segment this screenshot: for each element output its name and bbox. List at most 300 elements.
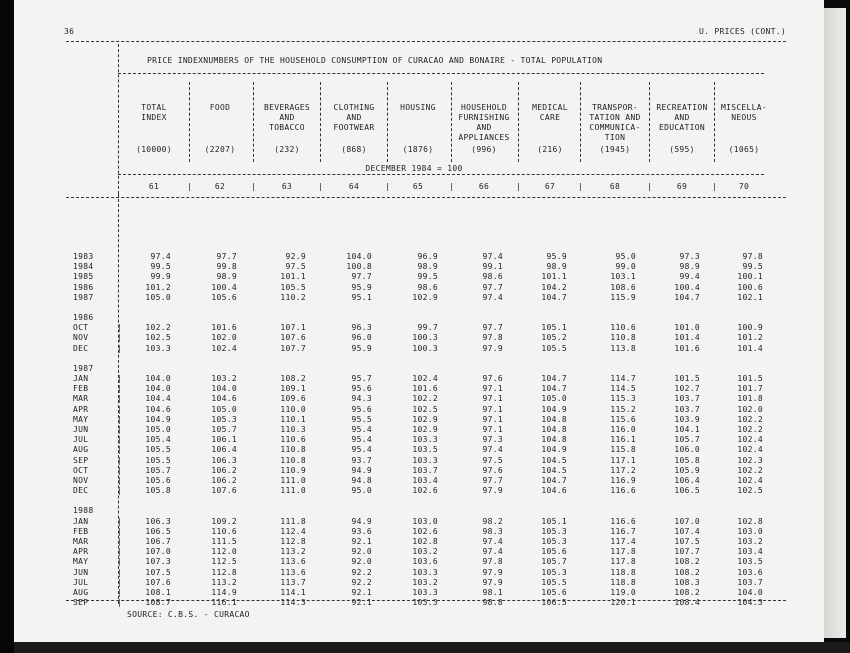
table-cell: 107.0 xyxy=(674,516,700,526)
table-cell: 92.9 xyxy=(285,252,306,261)
table-cell: 105.6 xyxy=(541,588,567,597)
row-label: OCT xyxy=(73,323,89,333)
table-cell: 97.7 xyxy=(482,476,503,485)
column-header-line: MEDICAL xyxy=(532,103,568,112)
page-number: 36 xyxy=(64,27,75,36)
table-cell: 95.9 xyxy=(351,343,372,353)
table-cell: 102.9 xyxy=(412,292,438,302)
table-cell: 113.2 xyxy=(280,547,306,557)
table-cell: 106.1 xyxy=(211,435,237,445)
table-cell: 94.3 xyxy=(351,394,372,404)
column-header-line: TATION AND xyxy=(589,113,641,122)
table-cell: 106.5 xyxy=(145,526,171,536)
table-cell: 104.3 xyxy=(737,598,763,608)
table-cell: 102.2 xyxy=(737,465,763,475)
table-cell: 97.7 xyxy=(351,272,372,282)
table-cell: 101.6 xyxy=(211,323,237,333)
table-cell: 108.2 xyxy=(674,588,700,597)
table-cell: 97.9 xyxy=(482,577,503,587)
table-cell: 100.9 xyxy=(737,323,763,333)
table-cell: 96.0 xyxy=(351,333,372,343)
table-cell: 105.8 xyxy=(674,455,700,465)
table-cell: 107.3 xyxy=(145,557,171,567)
column-number-divider: | xyxy=(578,182,584,191)
table-cell: 112.8 xyxy=(280,537,306,546)
column-header-line: FOOD xyxy=(209,103,231,112)
row-label: 1987 xyxy=(73,292,94,302)
table-cell: 97.4 xyxy=(482,445,503,455)
table-cell: 117.1 xyxy=(610,455,636,465)
table-cell: 109.6 xyxy=(280,394,306,404)
table-cell: 97.1 xyxy=(482,404,503,414)
column-header-line: HOUSING xyxy=(400,103,436,112)
table-cell: 105.5 xyxy=(145,455,171,465)
table-cell: 100.3 xyxy=(412,343,438,353)
table-cell: 112.4 xyxy=(280,526,306,536)
table-cell: 107.6 xyxy=(211,486,237,496)
table-cell: 103.7 xyxy=(674,404,700,414)
table-cell: 105.4 xyxy=(145,435,171,445)
table-cell: 104.9 xyxy=(541,445,567,455)
row-label: JUL xyxy=(73,435,89,445)
table-cell: 101.8 xyxy=(737,394,763,404)
table-cell: 111.8 xyxy=(280,516,306,526)
year-heading: 1988 xyxy=(73,506,94,516)
table-cell: 108.6 xyxy=(610,282,636,292)
row-label: APR xyxy=(73,404,89,414)
table-cell: 110.8 xyxy=(610,333,636,343)
table-cell: 105.5 xyxy=(145,445,171,455)
table-cell: 110.9 xyxy=(280,465,306,475)
table-cell: 100.4 xyxy=(211,282,237,292)
table-cell: 120.1 xyxy=(610,598,636,608)
table-cell: 113.2 xyxy=(211,577,237,587)
table-cell: 105.6 xyxy=(211,292,237,302)
table-cell: 93.7 xyxy=(351,455,372,465)
table-cell: 105.9 xyxy=(674,465,700,475)
table-cell: 95.7 xyxy=(351,374,372,383)
column-header-line: CLOTHING xyxy=(333,103,375,112)
year-heading: 1986 xyxy=(73,313,94,322)
table-cell: 97.4 xyxy=(482,292,503,302)
column-number: 69 xyxy=(676,182,688,191)
row-label: 1984 xyxy=(73,262,94,272)
table-cell: 98.9 xyxy=(546,262,567,272)
table-cell: 97.1 xyxy=(482,414,503,424)
running-head: U. PRICES (CONT.) xyxy=(699,27,786,36)
column-number-divider: | xyxy=(385,182,391,191)
column-separator xyxy=(714,82,715,162)
column-header-line: AND xyxy=(476,123,492,132)
table-cell: 106.3 xyxy=(145,516,171,526)
table-cell: 105.2 xyxy=(541,333,567,343)
table-cell: 110.8 xyxy=(280,445,306,455)
table-cell: 109.1 xyxy=(280,384,306,394)
row-divider: | xyxy=(117,343,123,353)
table-cell: 116.1 xyxy=(610,435,636,445)
table-cell: 98.1 xyxy=(482,588,503,597)
table-cell: 98.2 xyxy=(482,516,503,526)
column-number-divider: | xyxy=(187,182,193,191)
row-label: 1983 xyxy=(73,252,94,261)
table-cell: 102.8 xyxy=(412,537,438,546)
table-cell: 97.7 xyxy=(482,323,503,333)
table-cell: 104.7 xyxy=(541,292,567,302)
table-cell: 116.6 xyxy=(610,486,636,496)
table-cell: 92.2 xyxy=(351,567,372,577)
table-cell: 102.2 xyxy=(145,323,171,333)
row-label: APR xyxy=(73,547,89,557)
table-cell: 99.4 xyxy=(679,272,700,282)
table-cell: 105.3 xyxy=(541,537,567,546)
column-weight: (216) xyxy=(537,145,563,154)
column-header-line: TOBACCO xyxy=(269,123,305,132)
table-cell: 116.1 xyxy=(211,598,237,608)
table-cell: 104.0 xyxy=(145,374,171,383)
table-cell: 102.0 xyxy=(211,333,237,343)
column-weight: (1876) xyxy=(402,145,434,154)
table-cell: 111.5 xyxy=(211,537,237,546)
row-label: MAY xyxy=(73,414,89,424)
table-cell: 105.3 xyxy=(211,414,237,424)
table-cell: 97.6 xyxy=(482,374,503,383)
table-title: PRICE INDEXNUMBERS OF THE HOUSEHOLD CONSUMPTION OF CURACAO AND BONAIRE - TOTAL POPULATION xyxy=(147,56,603,65)
table-cell: 104.7 xyxy=(541,374,567,383)
table-cell: 94.9 xyxy=(351,516,372,526)
table-cell: 95.4 xyxy=(351,445,372,455)
table-cell: 97.4 xyxy=(482,252,503,261)
table-cell: 107.7 xyxy=(280,343,306,353)
column-separator xyxy=(320,82,321,162)
table-cell: 101.2 xyxy=(145,282,171,292)
table-cell: 107.1 xyxy=(280,323,306,333)
column-header-line: TION xyxy=(604,133,626,142)
table-cell: 98.9 xyxy=(216,272,237,282)
base-note: DECEMBER 1984 = 100 xyxy=(365,164,463,173)
row-divider: | xyxy=(117,516,123,526)
table-cell: 100.1 xyxy=(737,272,763,282)
table-cell: 97.5 xyxy=(285,262,306,272)
table-cell: 105.6 xyxy=(145,476,171,485)
table-cell: 103.3 xyxy=(412,455,438,465)
table-cell: 116.0 xyxy=(610,425,636,434)
table-cell: 113.6 xyxy=(280,557,306,567)
table-cell: 111.0 xyxy=(280,476,306,485)
table-cell: 101.4 xyxy=(674,333,700,343)
table-cell: 104.7 xyxy=(674,292,700,302)
table-cell: 116.9 xyxy=(610,476,636,485)
table-cell: 102.2 xyxy=(737,414,763,424)
table-cell: 92.1 xyxy=(351,537,372,546)
table-cell: 108.4 xyxy=(674,598,700,608)
table-cell: 103.2 xyxy=(412,547,438,557)
table-cell: 102.2 xyxy=(737,425,763,434)
row-divider: | xyxy=(117,598,123,608)
column-header-line: MISCELLA- xyxy=(720,103,768,112)
table-cell: 99.8 xyxy=(216,262,237,272)
table-cell: 99.7 xyxy=(417,323,438,333)
table-cell: 99.0 xyxy=(615,262,636,272)
table-cell: 102.0 xyxy=(737,404,763,414)
table-cell: 95.4 xyxy=(351,435,372,445)
table-cell: 97.3 xyxy=(679,252,700,261)
table-cell: 113.7 xyxy=(280,577,306,587)
column-number: 66 xyxy=(478,182,490,191)
table-cell: 112.5 xyxy=(211,557,237,567)
table-cell: 97.1 xyxy=(482,425,503,434)
table-cell: 103.3 xyxy=(412,598,438,608)
table-cell: 95.6 xyxy=(351,404,372,414)
table-cell: 106.5 xyxy=(674,486,700,496)
column-number: 63 xyxy=(281,182,293,191)
table-cell: 108.2 xyxy=(674,567,700,577)
table-cell: 103.2 xyxy=(211,374,237,383)
table-cell: 104.0 xyxy=(211,384,237,394)
column-header-line: RECREATION xyxy=(656,103,708,112)
table-cell: 97.5 xyxy=(482,455,503,465)
row-label: JUN xyxy=(73,567,89,577)
table-cell: 103.5 xyxy=(737,557,763,567)
table-cell: 101.7 xyxy=(737,384,763,394)
table-cell: 118.8 xyxy=(610,577,636,587)
column-number: 64 xyxy=(348,182,360,191)
table-cell: 97.4 xyxy=(150,252,171,261)
table-cell: 104.7 xyxy=(541,476,567,485)
table-cell: 105.1 xyxy=(541,516,567,526)
table-cell: 117.8 xyxy=(610,547,636,557)
table-cell: 115.3 xyxy=(610,394,636,404)
table-cell: 94.9 xyxy=(351,465,372,475)
row-label: JAN xyxy=(73,516,89,526)
row-divider: | xyxy=(117,567,123,577)
table-cell: 95.6 xyxy=(351,384,372,394)
column-number-divider: | xyxy=(318,182,324,191)
row-divider: | xyxy=(117,333,123,343)
table-cell: 98.9 xyxy=(417,262,438,272)
column-separator xyxy=(649,82,650,162)
column-header-line: AND xyxy=(279,113,295,122)
table-cell: 114.5 xyxy=(610,384,636,394)
column-number: 65 xyxy=(412,182,424,191)
table-cell: 92.0 xyxy=(351,557,372,567)
table-cell: 101.1 xyxy=(280,272,306,282)
table-cell: 105.0 xyxy=(541,394,567,404)
table-cell: 103.2 xyxy=(412,577,438,587)
table-cell: 97.7 xyxy=(216,252,237,261)
table-cell: 105.7 xyxy=(145,465,171,475)
table-cell: 103.9 xyxy=(674,414,700,424)
table-cell: 106.0 xyxy=(674,445,700,455)
column-number-divider: | xyxy=(251,182,257,191)
row-divider: | xyxy=(117,588,123,597)
row-label: JAN xyxy=(73,374,89,383)
table-cell: 105.5 xyxy=(541,577,567,587)
row-label: SEP xyxy=(73,455,89,465)
table-cell: 96.9 xyxy=(417,252,438,261)
table-cell: 110.8 xyxy=(280,455,306,465)
column-weight: (2207) xyxy=(204,145,236,154)
table-cell: 104.1 xyxy=(674,425,700,434)
table-cell: 98.6 xyxy=(417,282,438,292)
table-cell: 103.4 xyxy=(737,547,763,557)
table-cell: 103.3 xyxy=(145,343,171,353)
table-cell: 104.0 xyxy=(737,588,763,597)
table-cell: 103.4 xyxy=(412,476,438,485)
row-label: FEB xyxy=(73,384,89,394)
table-cell: 113.6 xyxy=(280,567,306,577)
column-number: 67 xyxy=(544,182,556,191)
table-cell: 98.6 xyxy=(482,272,503,282)
table-cell: 105.0 xyxy=(145,292,171,302)
table-cell: 103.2 xyxy=(737,537,763,546)
table-cell: 102.6 xyxy=(412,526,438,536)
table-cell: 102.5 xyxy=(737,486,763,496)
table-cell: 117.4 xyxy=(610,537,636,546)
table-cell: 92.1 xyxy=(351,598,372,608)
table-cell: 112.0 xyxy=(211,547,237,557)
table-cell: 105.5 xyxy=(541,343,567,353)
table-cell: 103.3 xyxy=(412,567,438,577)
row-label: AUG xyxy=(73,445,89,455)
column-number: 70 xyxy=(738,182,750,191)
table-cell: 98.8 xyxy=(482,598,503,608)
table-cell: 97.6 xyxy=(482,465,503,475)
row-divider: | xyxy=(117,404,123,414)
table-cell: 109.2 xyxy=(211,516,237,526)
table-cell: 97.8 xyxy=(742,252,763,261)
table-cell: 104.6 xyxy=(145,404,171,414)
table-cell: 106.2 xyxy=(211,476,237,485)
table-cell: 102.7 xyxy=(674,384,700,394)
table-cell: 112.8 xyxy=(211,567,237,577)
table-cell: 105.0 xyxy=(145,425,171,434)
row-label: JUN xyxy=(73,425,89,434)
table-cell: 106.4 xyxy=(674,476,700,485)
column-header-line: TOTAL xyxy=(141,103,167,112)
table-cell: 106.4 xyxy=(211,445,237,455)
row-divider: | xyxy=(117,557,123,567)
table-cell: 104.6 xyxy=(211,394,237,404)
table-cell: 111.0 xyxy=(280,486,306,496)
table-cell: 105.7 xyxy=(674,435,700,445)
row-divider: | xyxy=(117,455,123,465)
row-divider: | xyxy=(117,384,123,394)
table-cell: 103.1 xyxy=(610,272,636,282)
table-cell: 99.9 xyxy=(150,272,171,282)
table-cell: 104.0 xyxy=(346,252,372,261)
table-cell: 101.1 xyxy=(541,272,567,282)
table-cell: 115.6 xyxy=(610,414,636,424)
table-cell: 95.0 xyxy=(615,252,636,261)
column-header-line: APPLIANCES xyxy=(458,133,510,142)
table-cell: 107.7 xyxy=(674,547,700,557)
table-cell: 105.0 xyxy=(211,404,237,414)
table-cell: 114.7 xyxy=(610,374,636,383)
table-cell: 102.4 xyxy=(737,445,763,455)
table-cell: 101.5 xyxy=(737,374,763,383)
row-label: MAY xyxy=(73,557,89,567)
table-cell: 101.6 xyxy=(412,384,438,394)
page-bottom-shadow xyxy=(14,642,850,653)
row-label: 1986 xyxy=(73,282,94,292)
row-divider: | xyxy=(117,374,123,383)
table-cell: 113.8 xyxy=(610,343,636,353)
table-cell: 107.6 xyxy=(280,333,306,343)
table-cell: 98.3 xyxy=(482,526,503,536)
column-header-line: COMMUNICA- xyxy=(589,123,641,132)
table-cell: 105.5 xyxy=(280,282,306,292)
table-cell: 96.3 xyxy=(351,323,372,333)
row-label: NOV xyxy=(73,476,89,485)
column-weight: (1065) xyxy=(728,145,760,154)
table-cell: 102.4 xyxy=(211,343,237,353)
row-divider: | xyxy=(117,486,123,496)
column-number: 61 xyxy=(148,182,160,191)
table-cell: 115.8 xyxy=(610,445,636,455)
table-cell: 102.1 xyxy=(737,292,763,302)
table-cell: 99.5 xyxy=(417,272,438,282)
column-header-line: INDEX xyxy=(141,113,167,122)
table-cell: 97.7 xyxy=(482,282,503,292)
column-header-line: FOOTWEAR xyxy=(333,123,375,132)
row-label: SEP xyxy=(73,598,89,608)
table-cell: 97.9 xyxy=(482,343,503,353)
table-cell: 92.2 xyxy=(351,577,372,587)
table-cell: 114.3 xyxy=(280,598,306,608)
row-divider: | xyxy=(117,323,123,333)
table-cell: 105.1 xyxy=(541,323,567,333)
table-cell: 97.8 xyxy=(482,557,503,567)
table-cell: 114.9 xyxy=(211,588,237,597)
table-cell: 104.2 xyxy=(541,282,567,292)
column-separator xyxy=(253,82,254,162)
table-cell: 97.4 xyxy=(482,547,503,557)
table-cell: 93.6 xyxy=(351,526,372,536)
table-cell: 99.5 xyxy=(742,262,763,272)
table-cell: 102.5 xyxy=(412,404,438,414)
table-cell: 110.2 xyxy=(280,292,306,302)
column-header-line: CARE xyxy=(539,113,561,122)
table-cell: 110.6 xyxy=(610,323,636,333)
table-cell: 103.0 xyxy=(737,526,763,536)
table-cell: 107.5 xyxy=(145,567,171,577)
table-cell: 103.7 xyxy=(412,465,438,475)
table-cell: 104.9 xyxy=(145,414,171,424)
column-header-line: TRANSPOR- xyxy=(591,103,639,112)
row-divider: | xyxy=(117,414,123,424)
top-rule xyxy=(66,41,786,42)
table-cell: 105.7 xyxy=(211,425,237,434)
column-weight: (232) xyxy=(274,145,300,154)
table-cell: 97.9 xyxy=(482,486,503,496)
table-cell: 103.7 xyxy=(674,394,700,404)
column-number-divider: | xyxy=(712,182,718,191)
table-cell: 103.3 xyxy=(412,588,438,597)
row-divider: | xyxy=(117,394,123,404)
year-heading: 1987 xyxy=(73,363,94,373)
table-cell: 110.6 xyxy=(211,526,237,536)
table-cell: 102.4 xyxy=(737,435,763,445)
table-cell: 103.3 xyxy=(412,435,438,445)
table-cell: 104.5 xyxy=(541,465,567,475)
row-label: NOV xyxy=(73,333,89,343)
table-cell: 92.0 xyxy=(351,547,372,557)
table-cell: 104.8 xyxy=(541,414,567,424)
table-cell: 97.9 xyxy=(482,567,503,577)
title-rule xyxy=(118,73,764,74)
table-cell: 116.6 xyxy=(610,516,636,526)
column-separator xyxy=(118,44,119,194)
